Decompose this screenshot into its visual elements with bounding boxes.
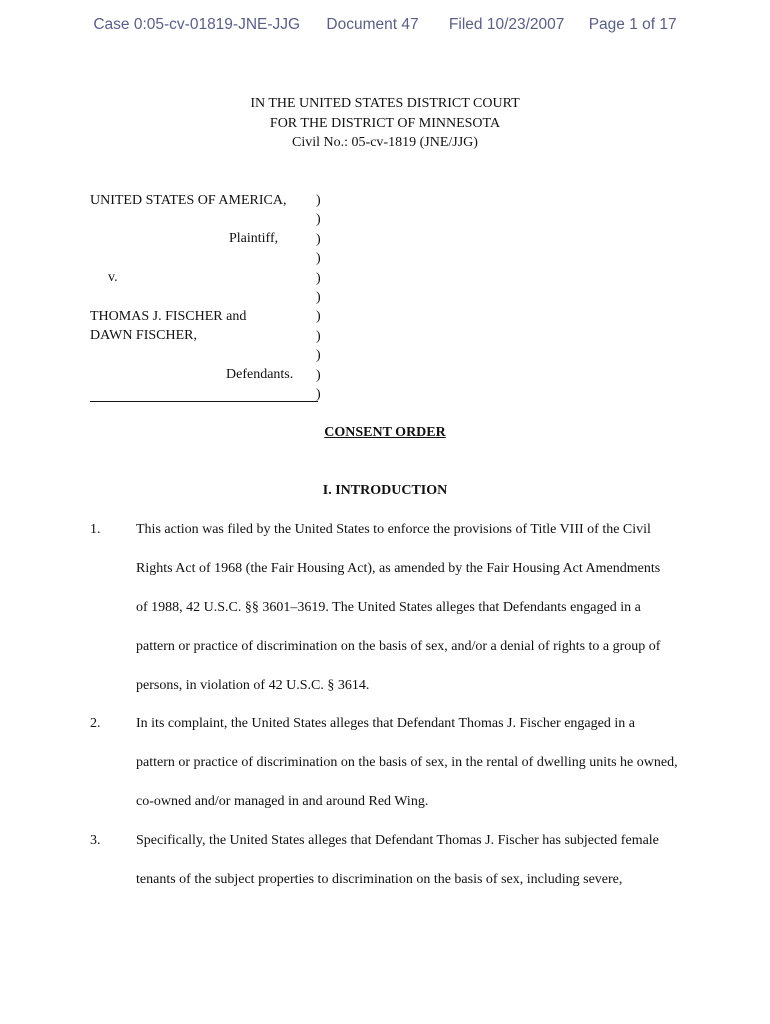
paragraph-line: of 1988, 42 U.S.C. §§ 3601–3619. The United States alleges that Defendants engaged in a bbox=[136, 600, 641, 615]
court-name: IN THE UNITED STATES DISTRICT COURT bbox=[250, 96, 520, 111]
paragraph-line: persons, in violation of 42 U.S.C. § 3614. bbox=[136, 678, 370, 693]
defendant-name-line2: DAWN FISCHER, bbox=[90, 328, 197, 343]
caption-paren: ) bbox=[316, 348, 321, 364]
paragraph-number: 3. bbox=[90, 833, 101, 848]
caption-paren: ) bbox=[316, 328, 321, 344]
paragraph-number: 2. bbox=[90, 716, 101, 731]
caption-paren: ) bbox=[316, 251, 321, 267]
caption-paren: ) bbox=[316, 270, 321, 286]
defendants-label: Defendants. bbox=[226, 367, 294, 382]
paragraph-line: This action was filed by the United States to enforce the provisions of Title VIII of the Civil bbox=[136, 522, 651, 537]
caption-paren: ) bbox=[316, 212, 321, 228]
paragraph-line: pattern or practice of discrimination on the basis of sex, in the rental of dwelling units he owned, bbox=[136, 755, 678, 770]
caption-paren: ) bbox=[316, 231, 321, 247]
paragraph-line: pattern or practice of discrimination on the basis of sex, and/or a denial of rights to a group of bbox=[136, 639, 661, 654]
paragraph-line: Specifically, the United States alleges that Defendant Thomas J. Fischer has subjected female bbox=[136, 833, 659, 848]
caption-paren: ) bbox=[316, 290, 321, 305]
paragraph-line: In its complaint, the United States alleges that Defendant Thomas J. Fischer engaged in a bbox=[136, 716, 635, 731]
introduction-heading: I. INTRODUCTION bbox=[322, 483, 448, 498]
document-number: Document 47 bbox=[326, 16, 419, 33]
defendant-name-line1: THOMAS J. FISCHER and bbox=[90, 309, 247, 324]
caption-paren: ) bbox=[316, 387, 321, 402]
civil-number: Civil No.: 05-cv-1819 (JNE/JJG) bbox=[292, 135, 478, 150]
case-number: Case 0:05-cv-01819-JNE-JJG bbox=[93, 16, 301, 33]
caption-paren: ) bbox=[316, 193, 321, 208]
consent-order-title: CONSENT ORDER bbox=[324, 425, 446, 440]
filed-date: Filed 10/23/2007 bbox=[448, 16, 565, 33]
court-district: FOR THE DISTRICT OF MINNESOTA bbox=[269, 115, 501, 131]
paragraph-number: 1. bbox=[90, 522, 101, 537]
caption-underline bbox=[90, 401, 318, 402]
plaintiff-label: Plaintiff, bbox=[229, 231, 279, 246]
plaintiff-name: UNITED STATES OF AMERICA, bbox=[90, 193, 287, 208]
paragraph-line: co-owned and/or managed in and around Red Wing. bbox=[136, 794, 429, 809]
page-number: Page 1 of 17 bbox=[588, 16, 677, 33]
court-heading bbox=[0, 94, 770, 153]
filing-header bbox=[0, 16, 770, 34]
caption-paren: ) bbox=[316, 367, 321, 383]
versus-label: v. bbox=[108, 270, 118, 285]
caption-paren: ) bbox=[316, 309, 321, 325]
paragraph-line: Rights Act of 1968 (the Fair Housing Act), as amended by the Fair Housing Act Amendments bbox=[136, 561, 661, 576]
paragraph-line: tenants of the subject properties to discrimination on the basis of sex, including severe, bbox=[136, 872, 623, 887]
